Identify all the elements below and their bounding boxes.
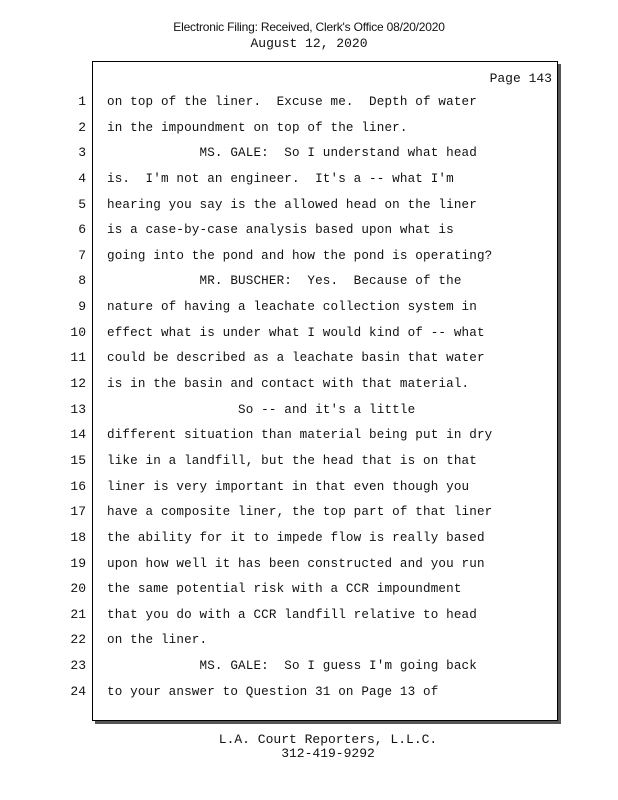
line-number: 13	[70, 401, 86, 417]
transcript-line: in the impoundment on top of the liner.	[107, 120, 408, 135]
transcript-line: is in the basin and contact with that material.	[107, 377, 470, 392]
transcript-line: nature of having a leachate collection system in	[107, 300, 477, 315]
line-number: 12	[70, 376, 86, 392]
transcript-line: effect what is under what I would kind of -- what	[107, 325, 485, 340]
transcript-line: going into the pond and how the pond is operating?	[107, 248, 493, 263]
line-number: 24	[70, 683, 86, 699]
transcript-line: is. I'm not an engineer. It's a -- what I'm	[107, 171, 454, 186]
transcript-line: hearing you say is the allowed head on the liner	[107, 197, 477, 212]
transcript-line: to your answer to Question 31 on Page 13 of	[107, 684, 439, 699]
transcript-line: MS. GALE: So I guess I'm going back	[107, 659, 477, 674]
line-number: 1	[78, 94, 86, 109]
reporter-phone: 312-419-9292	[281, 746, 375, 761]
transcript-line: that you do with a CCR landfill relative to head	[107, 607, 477, 622]
line-number: 20	[70, 581, 86, 597]
transcript-line: So -- and it's a little	[107, 402, 416, 417]
line-number: 21	[70, 606, 86, 622]
line-number: 5	[78, 196, 86, 212]
transcript-line: different situation than material being put in dry	[107, 428, 493, 443]
line-number: 18	[70, 529, 86, 545]
line-number: 17	[70, 504, 86, 520]
transcript-line: on the liner.	[107, 633, 208, 648]
transcript-line: MR. BUSCHER: Yes. Because of the	[107, 274, 462, 289]
line-number: 14	[70, 427, 86, 443]
line-number: 2	[78, 119, 86, 135]
transcript-line: liner is very important in that even though you	[107, 479, 470, 494]
line-number: 16	[70, 478, 86, 494]
transcript-text	[107, 92, 552, 707]
line-number: 23	[70, 658, 86, 674]
transcript-line: could be described as a leachate basin that water	[107, 351, 485, 366]
line-number: 22	[70, 632, 86, 648]
reporter-company: L.A. Court Reporters, L.L.C.	[218, 732, 438, 747]
transcript-line: have a composite liner, the top part of that liner	[107, 505, 493, 520]
transcript-line: like in a landfill, but the head that is on that	[107, 453, 477, 468]
transcript-line: the ability for it to impede flow is really based	[107, 530, 485, 545]
filing-stamp: Electronic Filing: Received, Clerk's Office 08/20/2020	[173, 20, 445, 34]
line-number: 3	[78, 145, 86, 161]
line-number: 4	[78, 170, 86, 186]
transcript-line: upon how well it has been constructed and you run	[107, 556, 485, 571]
line-number-column	[60, 92, 86, 707]
transcript-line: on top of the liner. Excuse me. Depth of water	[107, 95, 477, 109]
line-number: 7	[78, 247, 86, 263]
line-number: 15	[70, 452, 86, 468]
transcript-line: is a case-by-case analysis based upon what is	[107, 223, 454, 238]
transcript-date: August 12, 2020	[250, 36, 368, 51]
transcript-line: the same potential risk with a CCR impoundment	[107, 582, 462, 597]
line-number: 8	[78, 273, 86, 289]
page-number: Page 143	[489, 71, 552, 86]
transcript-line: MS. GALE: So I understand what head	[107, 146, 477, 161]
line-number: 9	[78, 299, 86, 315]
line-number: 19	[70, 555, 86, 571]
line-number: 11	[70, 350, 86, 366]
footer	[0, 733, 618, 761]
line-number: 10	[70, 324, 86, 340]
line-number: 6	[78, 222, 86, 238]
